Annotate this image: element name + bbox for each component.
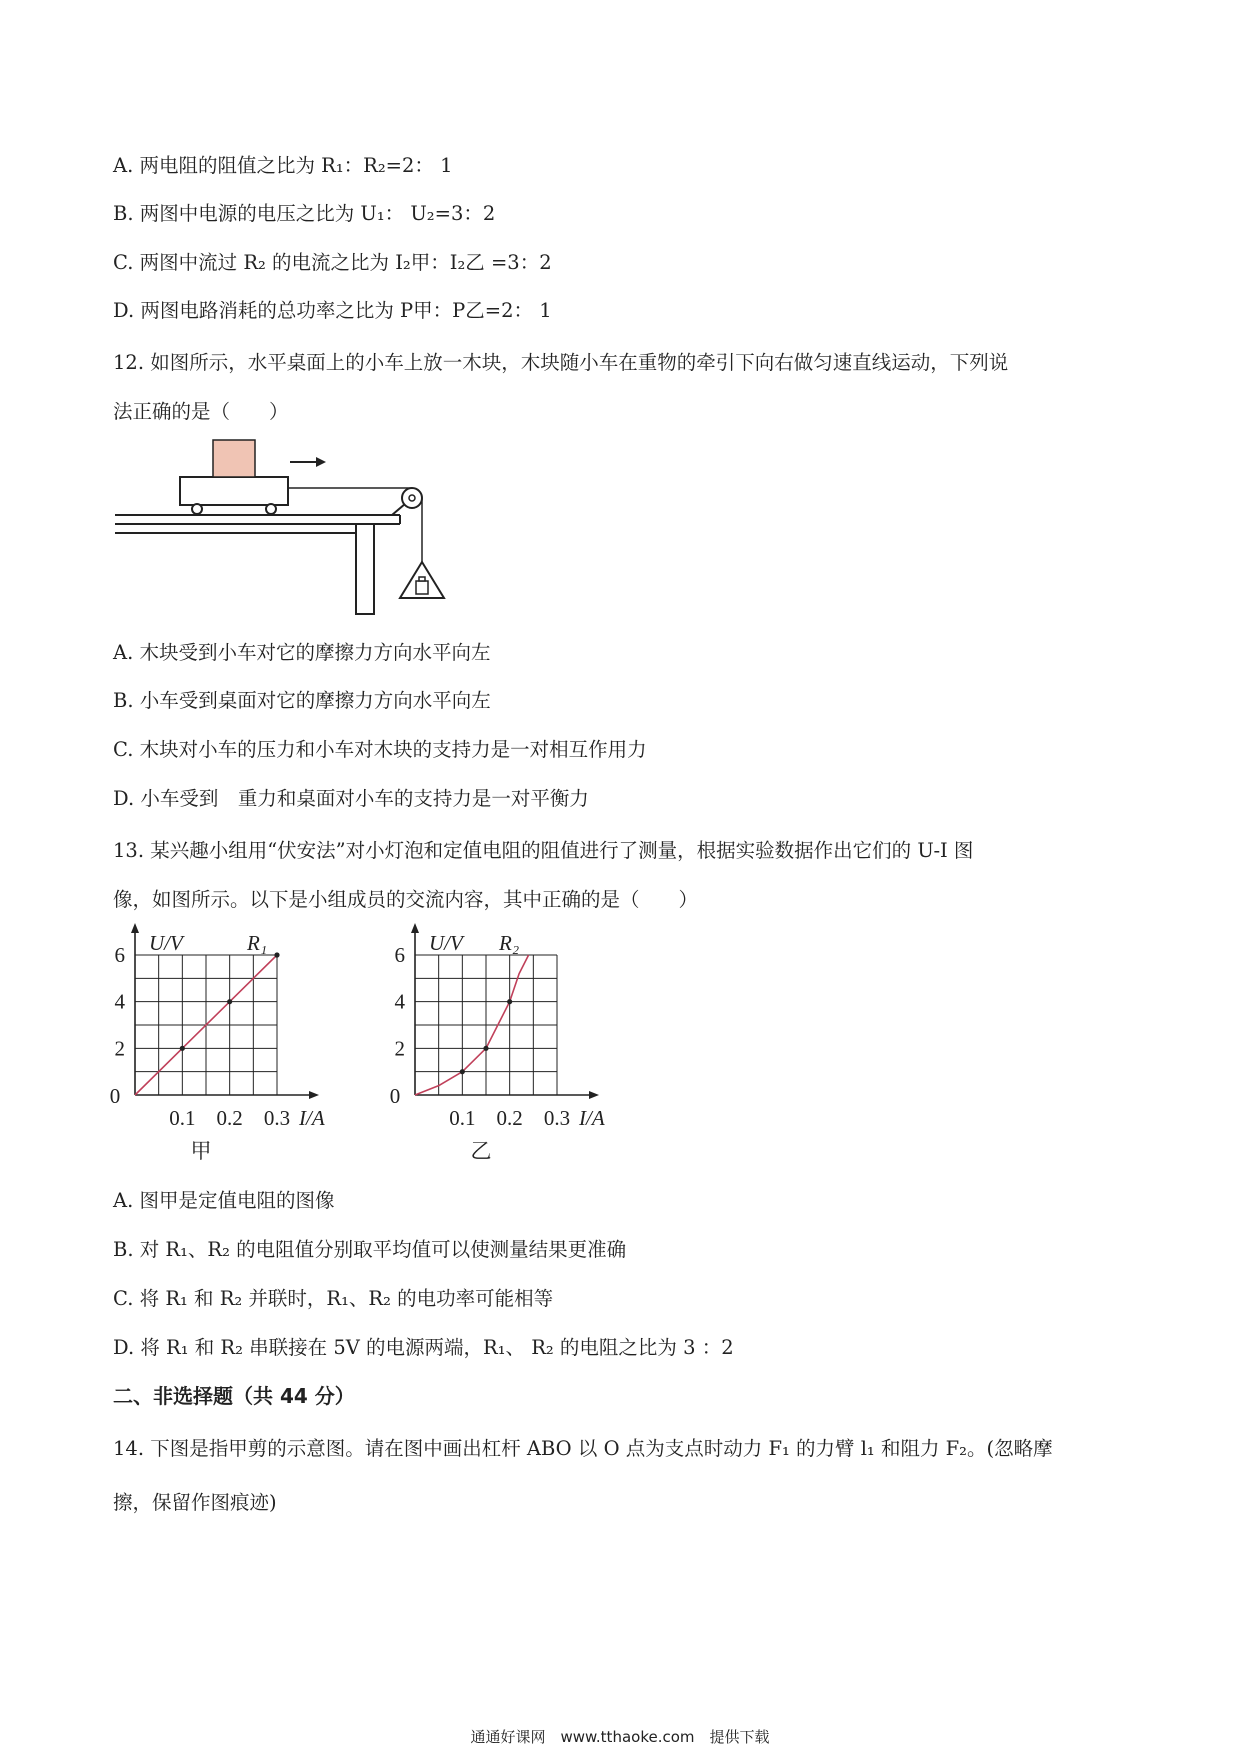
q12-cart-figure: [110, 440, 460, 620]
curve-label: R₂: [499, 931, 520, 955]
data-point: [180, 1046, 185, 1051]
q14-line1: 14. 下图是指甲剪的示意图。请在图中画出杠杆 ABO 以 O 点为支点时动力 F₁ 的力臂 l₁ 和阻力 F₂。(忽略摩: [113, 1437, 1053, 1460]
q12-option-c: C. 木块对小车的压力和小车对木块的支持力是一对相互作用力: [113, 738, 647, 761]
data-point: [274, 952, 279, 957]
x-tick-label: 0.2: [216, 1106, 243, 1130]
x-axis-label: I/A: [299, 1106, 325, 1130]
x-tick-label: 0.1: [449, 1106, 476, 1130]
q13-option-b: B. 对 R₁、R₂ 的电阻值分别取平均值可以使测量结果更准确: [113, 1238, 627, 1261]
q13-option-d: D. 将 R₁ 和 R₂ 串联接在 5V 的电源两端，R₁、 R₂ 的电阻之比为 3 ：2: [113, 1336, 734, 1359]
y-tick-label: 4: [394, 989, 405, 1014]
q11-option-b: B. 两图中电源的电压之比为 U₁： U₂=3：2: [113, 202, 496, 225]
data-point: [507, 999, 512, 1004]
x-tick-label: 0.2: [496, 1106, 523, 1130]
y-tick-label: 2: [394, 1036, 405, 1061]
q13-option-c: C. 将 R₁ 和 R₂ 并联时，R₁、R₂ 的电功率可能相等: [113, 1287, 554, 1310]
q12-stem-line1: 12. 如图所示，水平桌面上的小车上放一木块，木块随小车在重物的牵引下向右做匀速直线运动，下列说: [113, 351, 1009, 374]
x-tick-label: 0.3: [543, 1106, 571, 1130]
q11-option-a: A. 两电阻的阻值之比为 R₁：R₂=2： 1: [113, 154, 453, 177]
y-tick-label: 2: [114, 1036, 125, 1061]
y-tick-label: 6: [394, 943, 405, 967]
q13-stem-line1: 13. 某兴趣小组用“伏安法”对小灯泡和定值电阻的阻值进行了测量，根据实验数据作出它们的 U-I 图: [113, 839, 974, 862]
q12-option-d: D. 小车受到 重力和桌面对小车的支持力是一对平衡力: [113, 787, 589, 810]
figure-caption: 甲: [190, 1139, 212, 1163]
q13-stem-line2: 像，如图所示。以下是小组成员的交流内容，其中正确的是（ ）: [113, 888, 699, 911]
ui-graph-jia: [105, 920, 365, 1175]
data-point: [227, 999, 232, 1004]
x-tick-label: 0.1: [169, 1106, 196, 1130]
data-point: [483, 1046, 488, 1051]
q11-option-d: D. 两图电路消耗的总功率之比为 P甲：P乙=2： 1: [113, 299, 552, 322]
q12-stem-line2: 法正确的是（ ）: [113, 400, 289, 423]
y-tick-label: 6: [114, 943, 125, 967]
y-tick-label: 4: [114, 989, 125, 1014]
x-axis-arrow: [589, 1091, 599, 1099]
x-tick-label: 0.3: [263, 1106, 291, 1130]
y-axis-arrow: [131, 923, 139, 933]
data-point: [460, 1069, 465, 1074]
q13-option-a: A. 图甲是定值电阻的图像: [113, 1189, 335, 1212]
section-heading: 二、非选择题（共 44 分）: [113, 1384, 355, 1408]
ui-graph-yi: [385, 920, 645, 1175]
x-axis-arrow: [309, 1091, 319, 1099]
cart: [180, 477, 288, 505]
q12-option-a: A. 木块受到小车对它的摩擦力方向水平向左: [113, 641, 491, 664]
y-axis-label: U/V: [429, 931, 463, 955]
q11-option-c: C. 两图中流过 R₂ 的电流之比为 I₂甲：I₂乙 =3：2: [113, 251, 552, 274]
x-axis-label: I/A: [579, 1106, 605, 1130]
origin-label: 0: [109, 1084, 121, 1108]
curve-label: R₁: [247, 931, 268, 955]
q12-option-b: B. 小车受到桌面对它的摩擦力方向水平向左: [113, 689, 491, 712]
origin-label: 0: [389, 1084, 401, 1108]
wood-block: [213, 440, 255, 477]
footer: 通通好课网 www.tthaoke.com 提供下载: [470, 1728, 770, 1746]
y-axis-label: U/V: [149, 931, 183, 955]
figure-caption: 乙: [470, 1139, 492, 1163]
q14-line2: 擦，保留作图痕迹): [113, 1491, 277, 1514]
y-axis-arrow: [411, 923, 419, 933]
